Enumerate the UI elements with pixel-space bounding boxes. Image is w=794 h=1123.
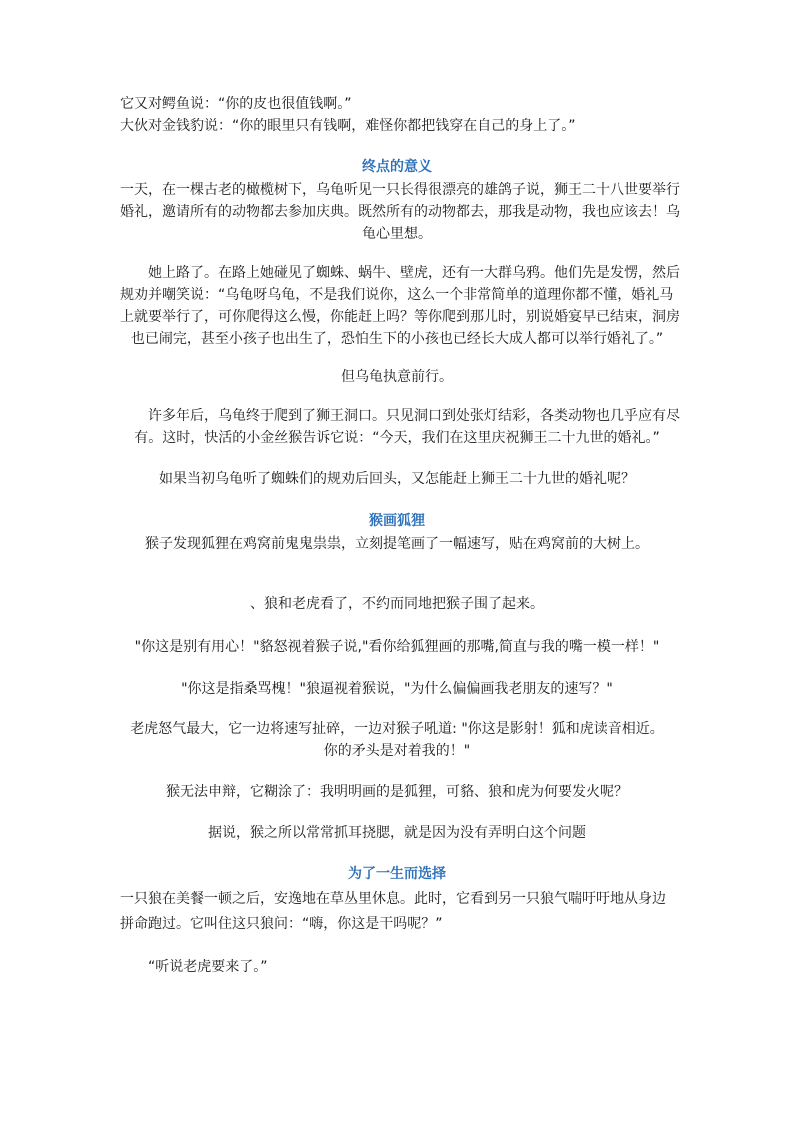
story1-p2-line2: 规劝并嘲笑说：“乌龟呀乌龟，不是我们说你，这么一个非常简单的道理你都不懂，婚礼马 (120, 287, 674, 303)
story1-p1-line2: 婚礼，邀请所有的动物都去参加庆典。既然所有的动物都去，那我是动物，我也应该去！乌 (120, 204, 680, 220)
story1-p2-line4: 也已闹完，甚至小孩子也出生了，恐怕生下的小孩也已经长大成人都可以举行婚礼了。” (130, 331, 664, 347)
story1-p3: 但乌龟执意前行。 (341, 369, 453, 385)
story2-p6: 猴无法申辩，它糊涂了：我明明画的是狐狸，可貉、狼和虎为何要发火呢？ (166, 784, 628, 800)
story3-p1-line1: 一只狼在美餐一顿之后，安逸地在草丛里休息。此时，它看到另一只狼气喘吁吁地从身边 (120, 891, 666, 907)
story1-p1-line1: 一天，在一棵古老的橄榄树下，乌龟听见一只长得很漂亮的雄鸽子说，狮王二十八世要举行 (120, 182, 680, 198)
story2-p5-line1: 老虎怒气最大，它一边将速写扯碎，一边对猴子吼道: "你这是影射！狐和虎读音相近。 (130, 721, 664, 737)
story2-p1: 猴子发现狐狸在鸡窝前鬼鬼祟祟，立刻提笔画了一幅速写，贴在鸡窝前的大树上。 (145, 536, 649, 552)
story2-p3: "你这是别有用心！"貉怒视着猴子说,"看你给狐狸画的那嘴,简直与我的嘴一模一样！" (134, 639, 660, 655)
story1-p2-line1: 她上路了。在路上她碰见了蜘蛛、蜗牛、壁虎，还有一大群乌鸦。他们先是发愣，然后 (148, 265, 680, 281)
story2-p5-line2: 你的矛头是对着我的！" (323, 743, 471, 759)
story1-p4-line1: 许多年后，乌龟终于爬到了狮王洞口。只见洞口到处张灯结彩，各类动物也几乎应有尽 (148, 408, 680, 424)
story2-title: 猴画狐狸 (369, 513, 425, 529)
story1-p2-line3: 上就要举行了，可你爬得这么慢，你能赶上吗？等你爬到那儿时，别说婚宴早已结束，洞房 (120, 309, 680, 325)
story3-p1-line2: 拼命跑过。它叫住这只狼问：“嗨，你这是干吗呢？” (120, 916, 443, 932)
story1-p5: 如果当初乌龟听了蜘蛛们的规劝后回头，又怎能赶上狮王二十九世的婚礼呢？ (159, 471, 635, 487)
story1-title: 终点的意义 (362, 159, 432, 175)
story3-p2: “听说老虎要来了。” (148, 959, 268, 975)
story2-p4: "你这是指桑骂槐！"狼逼视着猴说，"为什么偏偏画我老朋友的速写？" (181, 681, 613, 697)
intro-line-1: 它又对鳄鱼说：“你的皮也很值钱啊。” (120, 96, 352, 112)
story1-p4-line2: 有。这时，快活的小金丝猴告诉它说：“今天，我们在这里庆祝狮王二十九世的婚礼。” (134, 430, 660, 446)
intro-line-2: 大伙对金钱豹说：“你的眼里只有钱啊，难怪你都把钱穿在自己的身上了。” (120, 118, 576, 134)
story2-p2: 、狼和老虎看了，不约而同地把猴子围了起来。 (250, 596, 544, 612)
story1-p1-line3: 龟心里想。 (362, 226, 432, 242)
story3-title: 为了一生而选择 (348, 866, 446, 882)
story2-p7: 据说，猴之所以常常抓耳挠腮，就是因为没有弄明白这个问题 (208, 825, 586, 841)
